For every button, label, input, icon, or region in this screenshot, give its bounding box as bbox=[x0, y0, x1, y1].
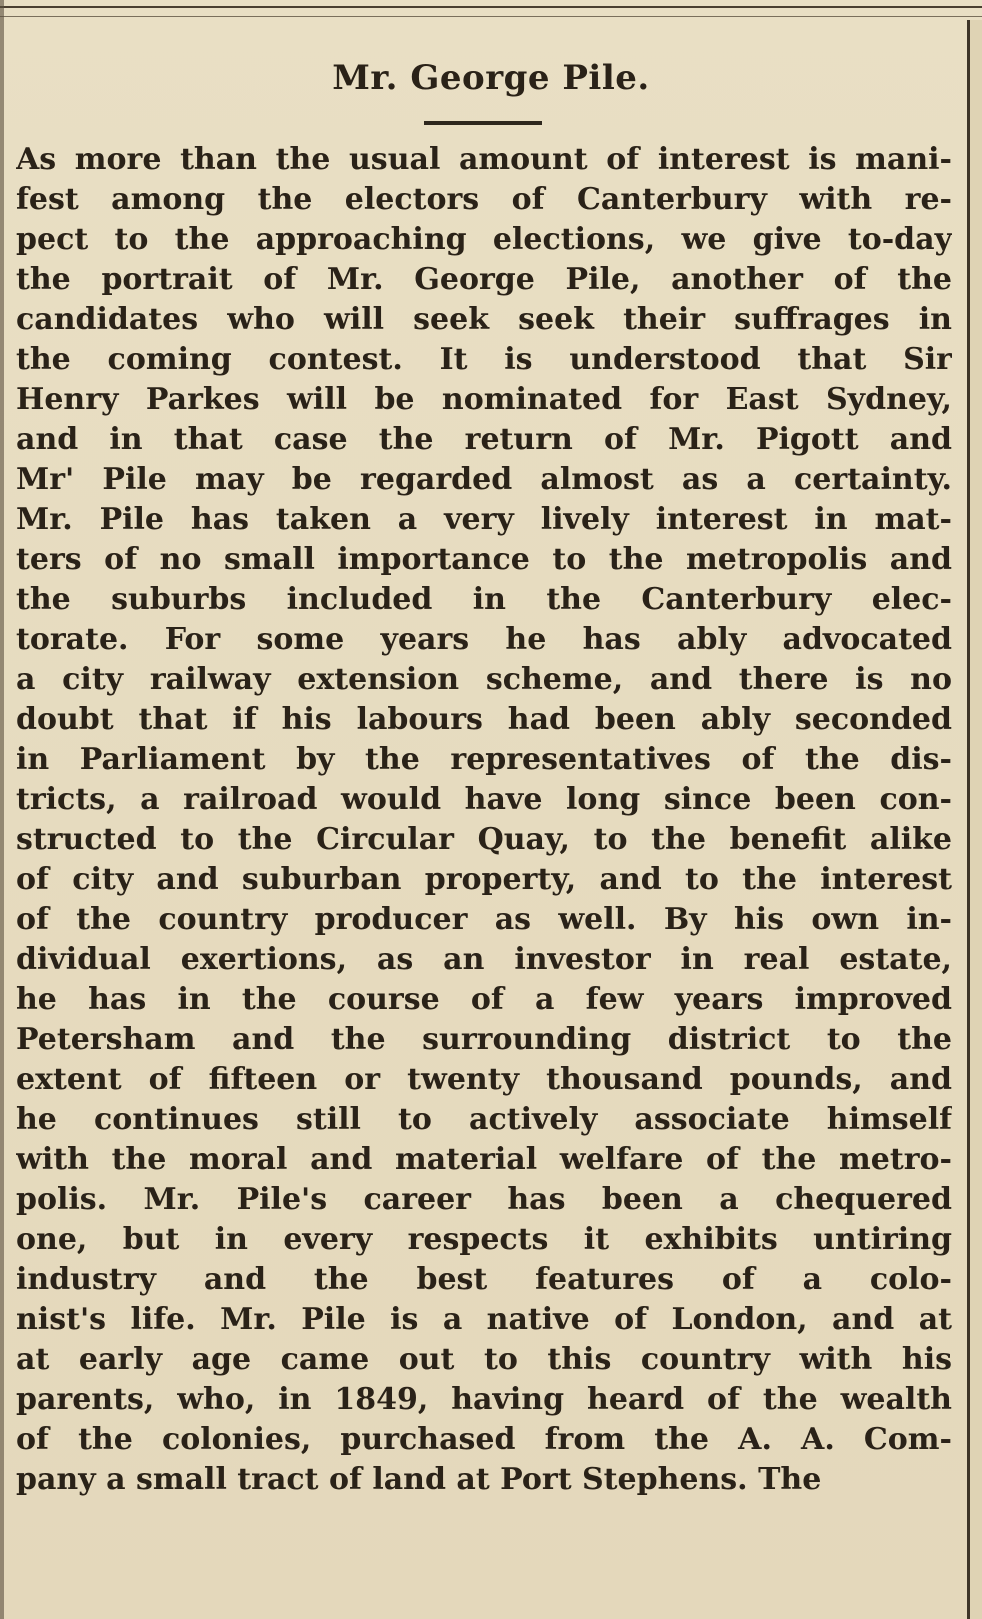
body-line: of city and suburban property, and to the interest bbox=[16, 862, 952, 897]
body-line: fest among the electors of Canterbury with re- bbox=[16, 182, 952, 217]
body-line: the portrait of Mr. George Pile, another of the bbox=[16, 262, 952, 297]
body-line: Petersham and the surrounding district to the bbox=[16, 1022, 952, 1057]
body-line: dividual exertions, as an investor in real estate, bbox=[16, 942, 952, 977]
headline-divider-rule bbox=[424, 121, 542, 125]
body-line: ters of no small importance to the metropolis and bbox=[16, 542, 952, 577]
body-line: a city railway extension scheme, and there is no bbox=[16, 662, 952, 697]
column-divider-rule bbox=[967, 20, 970, 1619]
body-line: extent of fifteen or twenty thousand pounds, and bbox=[16, 1062, 952, 1097]
top-border-rule-secondary bbox=[0, 16, 982, 17]
body-line: Mr' Pile may be regarded almost as a certainty. bbox=[16, 462, 952, 497]
body-line: polis. Mr. Pile's career has been a chequered bbox=[16, 1182, 952, 1217]
body-line: at early age came out to this country with his bbox=[16, 1342, 952, 1377]
body-line: candidates who will seek seek their suffrages in bbox=[16, 302, 952, 337]
body-line: Mr. Pile has taken a very lively interest in mat- bbox=[16, 502, 952, 537]
right-margin bbox=[970, 20, 982, 1619]
article-headline: Mr. George Pile. bbox=[332, 58, 650, 98]
body-line: industry and the best features of a colo- bbox=[16, 1262, 952, 1297]
body-line: he continues still to actively associate himself bbox=[16, 1102, 952, 1137]
body-line: of the country producer as well. By his own in- bbox=[16, 902, 952, 937]
body-line: the suburbs included in the Canterbury elec- bbox=[16, 582, 952, 617]
body-line: pany a small tract of land at Port Stephens. The bbox=[16, 1462, 822, 1497]
body-line: tricts, a railroad would have long since been con- bbox=[16, 782, 952, 817]
body-line: As more than the usual amount of interest is mani- bbox=[16, 142, 952, 177]
body-line: with the moral and material welfare of the metro- bbox=[16, 1142, 952, 1177]
article-body bbox=[16, 140, 952, 1500]
body-line: nist's life. Mr. Pile is a native of London, and at bbox=[16, 1302, 952, 1337]
top-border-rule bbox=[0, 6, 982, 8]
body-line: the coming contest. It is understood that Sir bbox=[16, 342, 952, 377]
body-line: pect to the approaching elections, we give to-day bbox=[16, 222, 952, 257]
body-line: and in that case the return of Mr. Pigott and bbox=[16, 422, 952, 457]
body-line: of the colonies, purchased from the A. A. Com- bbox=[16, 1422, 952, 1457]
body-line: structed to the Circular Quay, to the benefit alike bbox=[16, 822, 952, 857]
body-line: he has in the course of a few years improved bbox=[16, 982, 952, 1017]
body-line: in Parliament by the representatives of the dis- bbox=[16, 742, 952, 777]
body-line: doubt that if his labours had been ably seconded bbox=[16, 702, 952, 737]
left-column-edge bbox=[0, 0, 4, 1619]
body-line: one, but in every respects it exhibits untiring bbox=[16, 1222, 952, 1257]
body-line: Henry Parkes will be nominated for East Sydney, bbox=[16, 382, 952, 417]
body-line: torate. For some years he has ably advocated bbox=[16, 622, 952, 657]
body-line: parents, who, in 1849, having heard of the wealth bbox=[16, 1382, 952, 1417]
